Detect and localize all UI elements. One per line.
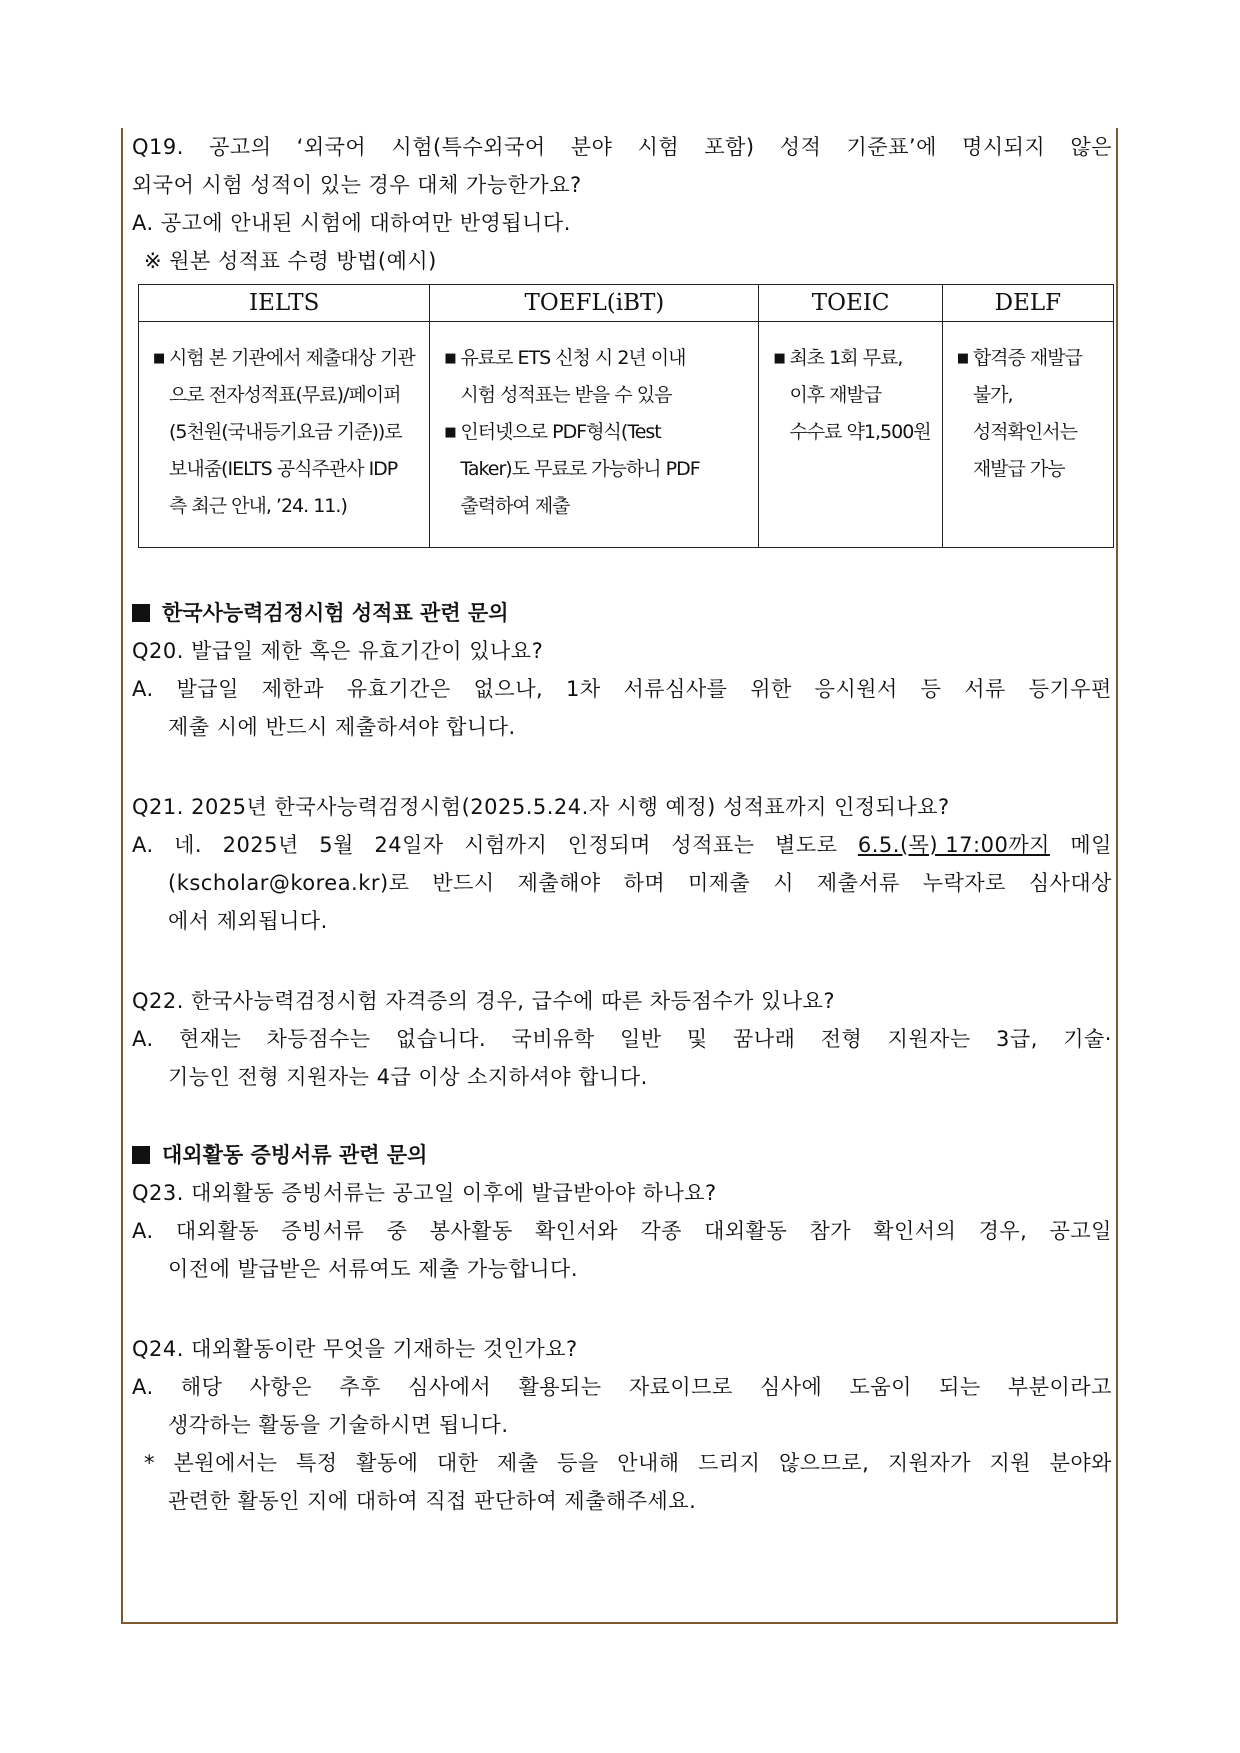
square-bullet-icon: ■ xyxy=(956,351,969,366)
cell-delf xyxy=(942,322,1113,548)
q21-question: Q21. 2025년 한국사능력검정시험(2025.5.24.자 시행 예정) 성적표까지 인정되나요? xyxy=(132,795,950,819)
word: 안내해 xyxy=(617,1451,680,1475)
q21-answer-line3: 에서 제외됩니다. xyxy=(168,909,328,933)
cell-bullet-item xyxy=(773,340,933,451)
q22-answer-line2: 기능인 전형 지원자는 4급 이상 소지하셔야 합니다. xyxy=(168,1065,648,1089)
word: 등기우편 xyxy=(1028,677,1112,701)
q24-answer-line2: 생각하는 활동을 기술하시면 됩니다. xyxy=(168,1413,509,1437)
word: 등 xyxy=(920,677,942,701)
q22-answer-line1 xyxy=(132,1020,1112,1058)
word: 일반 xyxy=(620,1027,662,1051)
cell-line: 재발급 가능 xyxy=(972,458,1065,480)
word: 서류 xyxy=(964,677,1006,701)
word: 분야와 xyxy=(1049,1451,1112,1475)
word: 명시되지 xyxy=(962,135,1046,159)
word: 성적 xyxy=(779,135,822,159)
q19-question-line1 xyxy=(132,128,1112,166)
word: ‘외국어 xyxy=(296,135,367,159)
word: 기술· xyxy=(1063,1027,1112,1051)
word: Q19. xyxy=(132,135,184,159)
cell-line: 시험 성적표는 받을 수 있음 xyxy=(460,384,672,406)
word: 활용되는 xyxy=(518,1375,602,1399)
cell-bullet-item xyxy=(153,340,421,525)
cell-line: 성적확인서는 xyxy=(972,421,1077,443)
header-toefl: TOEFL(iBT) xyxy=(430,285,759,322)
word: 본원에서는 xyxy=(173,1451,278,1475)
word: 발급일 xyxy=(176,677,239,701)
score-table-row xyxy=(139,322,1114,548)
word: 봉사활동 xyxy=(429,1219,513,1243)
word: 등을 xyxy=(557,1451,599,1475)
word: 시험 xyxy=(637,135,680,159)
word: 드리지 xyxy=(698,1451,761,1475)
word: 현재는 xyxy=(178,1027,242,1051)
word: 인정되며 xyxy=(567,833,651,857)
word: 누락자로 xyxy=(922,871,1006,895)
section-heading-korean-history xyxy=(132,594,1112,632)
word: 심사에서 xyxy=(408,1375,492,1399)
word: 5월 xyxy=(319,833,354,857)
header-ielts: IELTS xyxy=(139,285,430,322)
cell-ielts xyxy=(139,322,430,548)
cell-toefl xyxy=(430,322,759,548)
word: 심사에 xyxy=(759,1375,823,1399)
word: 없습니다. xyxy=(395,1027,487,1051)
word: 공고일 xyxy=(1049,1219,1112,1243)
word: 지원자는 xyxy=(887,1027,971,1051)
word: 꿈나래 xyxy=(733,1027,796,1051)
q22-question: Q22. 한국사능력검정시험 자격증의 경우, 급수에 따른 차등점수가 있나요? xyxy=(132,989,835,1013)
word: 사항은 xyxy=(249,1375,313,1399)
q23-answer-line2: 이전에 발급받은 서류여도 제출 가능합니다. xyxy=(168,1257,579,1281)
q21-answer-line2 xyxy=(132,864,1112,902)
word: 제출해야 xyxy=(517,871,601,895)
cell-line: 최초 1회 무료, xyxy=(789,347,903,369)
square-bullet-icon xyxy=(132,604,150,622)
square-bullet-icon: ■ xyxy=(153,351,165,366)
deadline-underlined: 6.5.(목) 17:00까지 xyxy=(857,833,1050,857)
cell-line: 으로 전자성적표(무료)/페이퍼 xyxy=(169,384,401,406)
word: 서류심사를 xyxy=(623,677,728,701)
word: 대외활동 xyxy=(175,1219,260,1243)
word: 2025년 xyxy=(222,833,299,857)
cell-line: 측 최근 안내, ’24. 11.) xyxy=(169,495,347,517)
word: 확인서와 xyxy=(534,1219,619,1243)
word: 경우, xyxy=(978,1219,1028,1243)
word: 공고의 xyxy=(209,135,272,159)
word: * xyxy=(144,1451,155,1475)
word: 대외활동 xyxy=(704,1219,788,1243)
word: 반드시 xyxy=(432,871,495,895)
q20-question: Q20. 발급일 제한 혹은 유효기간이 있나요? xyxy=(132,639,544,663)
q19-note: ※ 원본 성적표 수령 방법(예시) xyxy=(144,249,437,273)
word: 성적표는 xyxy=(671,833,755,857)
word: 대한 xyxy=(436,1451,479,1475)
cell-line: 출력하여 제출 xyxy=(460,495,570,517)
cell-line: Taker)도 무료로 가능하니 PDF xyxy=(460,458,700,480)
word: 시험까지 xyxy=(464,833,548,857)
word: 네. xyxy=(174,833,203,857)
score-report-table xyxy=(138,284,1114,548)
word: 전형 xyxy=(820,1027,863,1051)
word: 자료이므로 xyxy=(628,1375,733,1399)
word: 특정 xyxy=(295,1451,338,1475)
square-bullet-icon: ■ xyxy=(444,351,456,366)
word: A. xyxy=(132,833,154,857)
cell-line: 수수료 약1,500원 xyxy=(789,421,931,443)
word: 지원 xyxy=(989,1451,1032,1475)
q20-answer-line2: 제출 시에 반드시 제출하셔야 합니다. xyxy=(168,715,516,739)
word: 별도로 xyxy=(775,833,838,857)
word: 시험(특수외국어 xyxy=(391,135,546,159)
cell-line: 인터넷으로 PDF형식(Test xyxy=(460,421,661,443)
word: 메일 xyxy=(1070,833,1112,857)
word: 제한과 xyxy=(261,677,325,701)
word: 1차 xyxy=(566,677,601,701)
word: 부분이라고 xyxy=(1007,1375,1112,1399)
word: 위한 xyxy=(750,677,792,701)
word: 제출 xyxy=(497,1451,539,1475)
word: 확인서의 xyxy=(873,1219,957,1243)
cell-bullet-item xyxy=(444,340,750,414)
header-toeic: TOEIC xyxy=(759,285,942,322)
square-bullet-icon: ■ xyxy=(444,425,456,440)
document-body xyxy=(132,128,1112,1520)
cell-line: 합격증 재발급 xyxy=(972,347,1082,369)
cell-line: (5천원(국내등기요금 기준))로 xyxy=(169,421,402,443)
cell-line: 시험 본 기관에서 제출대상 기관 xyxy=(169,347,415,369)
q23-question: Q23. 대외활동 증빙서류는 공고일 이후에 발급받아야 하나요? xyxy=(132,1181,717,1205)
cell-bullet-item xyxy=(957,340,1105,488)
word: 없으나, xyxy=(473,677,544,701)
score-table-header-row xyxy=(139,285,1114,322)
cell-line: 불가, xyxy=(972,384,1013,406)
word: 응시원서 xyxy=(814,677,898,701)
cell-line: 유료로 ETS 신청 시 2년 이내 xyxy=(460,347,686,369)
word: 되는 xyxy=(939,1375,981,1399)
word: 시 xyxy=(773,871,794,895)
word: 및 xyxy=(686,1027,708,1051)
word: 하며 xyxy=(623,871,666,895)
word: 중 xyxy=(386,1219,408,1243)
q24-question: Q24. 대외활동이란 무엇을 기재하는 것인가요? xyxy=(132,1337,578,1361)
word: A. xyxy=(132,1219,154,1243)
square-bullet-icon: ■ xyxy=(773,351,785,366)
cell-line: 보내줌(IELTS 공식주관사 IDP xyxy=(169,458,398,480)
word: 지원자가 xyxy=(887,1451,971,1475)
header-delf: DELF xyxy=(942,285,1113,322)
cell-bullet-item xyxy=(444,414,750,525)
word: A. xyxy=(132,1027,154,1051)
word: 국비유학 xyxy=(511,1027,595,1051)
word: 3급, xyxy=(996,1027,1038,1051)
q20-answer-line1 xyxy=(132,670,1112,708)
cell-toeic xyxy=(759,322,942,548)
section-heading-external-activities xyxy=(132,1136,1112,1174)
q24-answer-line1 xyxy=(132,1368,1112,1406)
word: 차등점수는 xyxy=(266,1027,371,1051)
q24-note-line2: 관련한 활동인 지에 대하여 직접 판단하여 제출해주세요. xyxy=(168,1489,697,1513)
q24-note-line1 xyxy=(132,1444,1112,1482)
word: 분야 xyxy=(570,135,613,159)
word: 않으므로, xyxy=(778,1451,870,1475)
word: 각종 xyxy=(640,1219,682,1243)
cell-line: 이후 재발급 xyxy=(789,384,882,406)
word: 활동에 xyxy=(356,1451,419,1475)
q19-question-line2: 외국어 시험 성적이 있는 경우 대체 가능한가요? xyxy=(132,173,582,197)
word: 24일자 xyxy=(374,833,444,857)
word: 참가 xyxy=(809,1219,852,1243)
word: 미제출 xyxy=(687,871,751,895)
word: 기준표’에 xyxy=(846,135,937,159)
word: A. xyxy=(132,1375,154,1399)
word: 증빙서류 xyxy=(281,1219,365,1243)
q21-answer-line1 xyxy=(132,826,1112,864)
word: A. xyxy=(132,677,154,701)
q23-answer-line1 xyxy=(132,1212,1112,1250)
word: 제출서류 xyxy=(816,871,900,895)
section-title: 한국사능력검정시험 성적표 관련 문의 xyxy=(162,601,509,625)
word: 유효기간은 xyxy=(346,677,451,701)
word: 해당 xyxy=(180,1375,223,1399)
word: 않은 xyxy=(1070,135,1112,159)
word: 추후 xyxy=(339,1375,381,1399)
word: 심사대상 xyxy=(1028,871,1112,895)
q19-answer: A. 공고에 안내된 시험에 대하여만 반영됩니다. xyxy=(132,211,571,235)
square-bullet-icon xyxy=(132,1146,150,1164)
word: (kscholar@korea.kr)로 xyxy=(168,871,410,895)
word: 도움이 xyxy=(849,1375,912,1399)
word: 포함) xyxy=(704,135,755,159)
section-title: 대외활동 증빙서류 관련 문의 xyxy=(162,1143,428,1167)
